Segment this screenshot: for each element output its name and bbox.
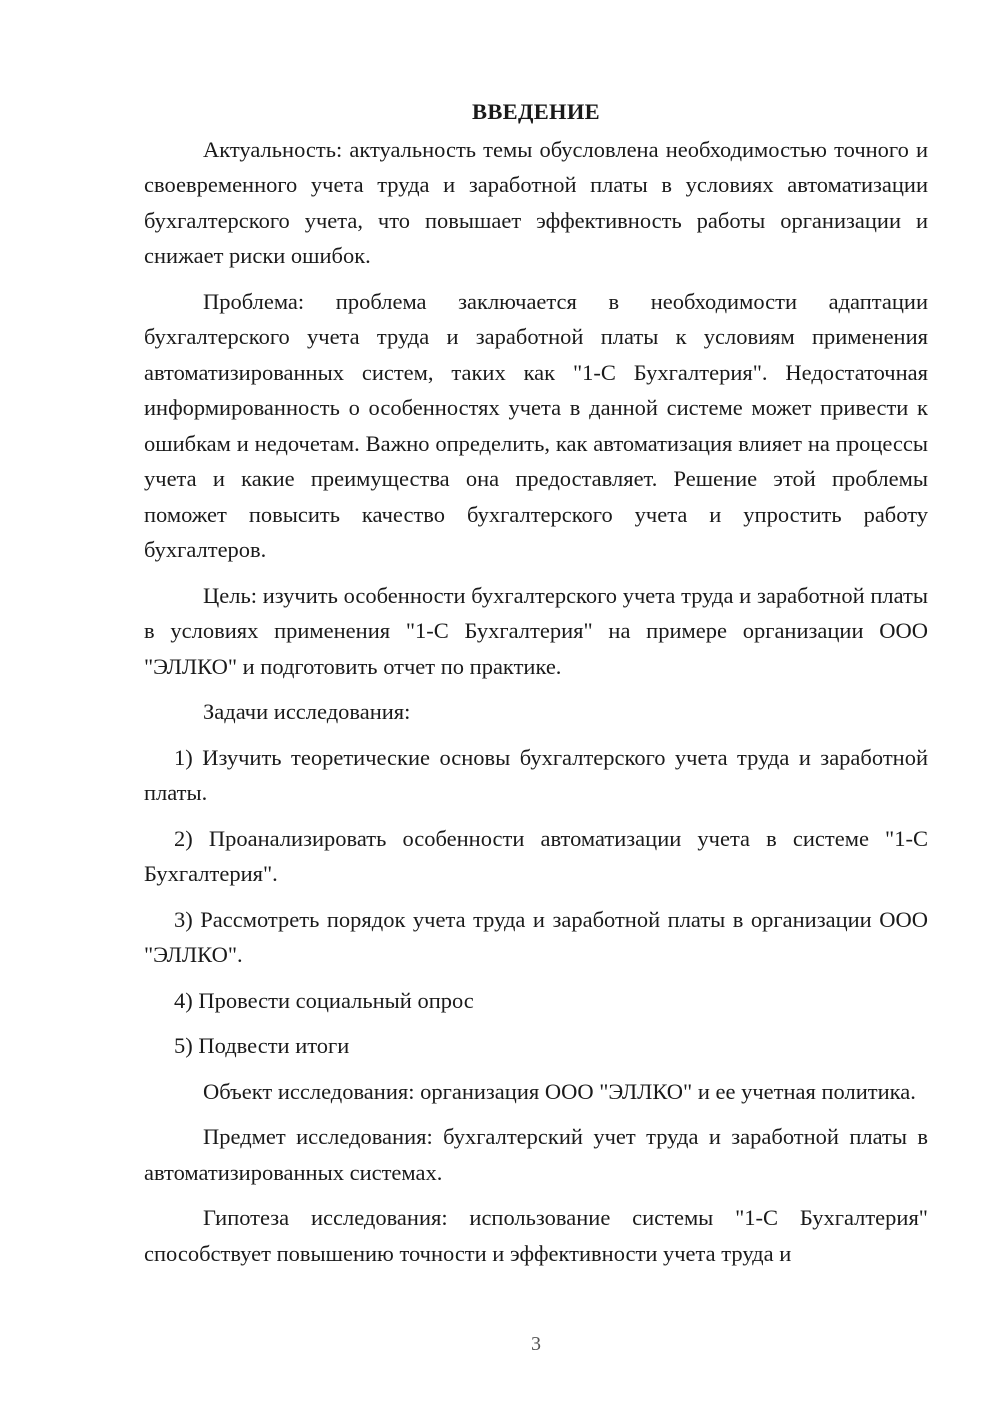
paragraph-subject: Предмет исследования: бухгалтерский учет труда и заработной платы в автоматизированных системах.: [144, 1124, 928, 1185]
page-content: [144, 94, 928, 1281]
paragraph-problem: Проблема: проблема заключается в необходимости адаптации бухгалтерского учета труда и заработной платы к условиям применения автоматизированных систем, таких как "1-С Бухгалтерия". Недостаточная информированность о особенностях учета в данной системе может привести к ошибкам и недочетам. Важно определить, как автоматизация влияет на процессы учета и какие преимущества она предоставляет. Решение этой проблемы поможет повысить качество бухгалтерского учета и упростить работу бухгалтеров.: [144, 288, 928, 562]
paragraph-tasks-intro: Задачи исследования:: [203, 699, 411, 724]
paragraph-relevance: Актуальность: актуальность темы обусловлена необходимостью точного и своевременного учета труда и заработной платы в условиях автоматизации бухгалтерского учета, что повышает эффективность работы организации и снижает риски ошибок.: [144, 136, 928, 268]
paragraph-hypothesis: Гипотеза исследования: использование системы "1-С Бухгалтерия" способствует повышению точности и эффективности учета труда и: [144, 1205, 928, 1266]
task-item: 5) Подвести итоги: [174, 1033, 350, 1058]
task-item: 4) Провести социальный опрос: [174, 987, 474, 1013]
section-heading: ВВЕДЕНИЕ: [472, 99, 600, 124]
task-item: 1) Изучить теоретические основы бухгалтерского учета труда и заработной платы.: [144, 744, 928, 805]
task-item: 2) Проанализировать особенности автоматизации учета в системе "1-С Бухгалтерия".: [144, 825, 928, 886]
paragraph-goal: Цель: изучить особенности бухгалтерского учета труда и заработной платы в условиях применения "1-С Бухгалтерия" на примере организации ООО "ЭЛЛКО" и подготовить отчет по практике.: [144, 582, 928, 679]
task-item: 3) Рассмотреть порядок учета труда и заработной платы в организации ООО "ЭЛЛКО".: [144, 906, 928, 967]
page-number: 3: [531, 1333, 541, 1355]
paragraph-object: Объект исследования: организация ООО "ЭЛЛКО" и ее учетная политика.: [203, 1078, 916, 1104]
